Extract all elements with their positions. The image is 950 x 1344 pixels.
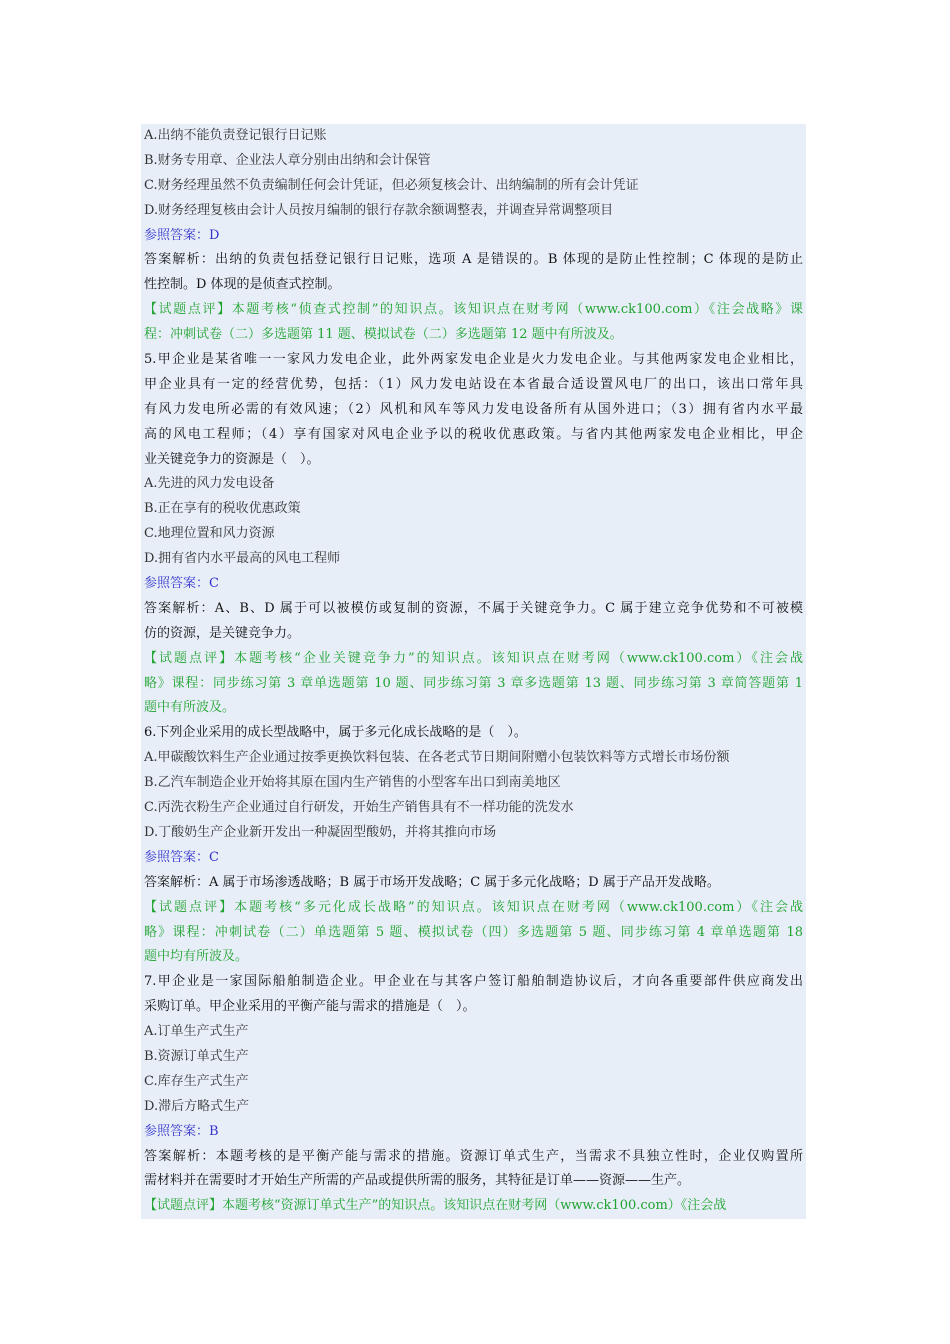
- question-line: 业关键竞争力的资源是（ ）。: [144, 451, 320, 467]
- comment-line: 程：冲刺试卷（二）多选题第 11 题、模拟试卷（二）多选题第 12 题中有所波及。: [144, 327, 623, 343]
- comment-line: 【试题点评】本题考核“多元化成长战略”的知识点。该知识点在财考网（www.ck100.com）《注会战: [144, 899, 803, 915]
- answer-line: 参照答案：D: [144, 227, 220, 243]
- option-line: A.订单生产式生产: [144, 1024, 249, 1040]
- explanation-line: 答案解析：出纳的负责包括登记银行日记账，选项 A 是错误的。B 体现的是防止性控制；C 体现的是防止: [144, 252, 803, 268]
- explanation-line: 仿的资源，是关键竞争力。: [144, 625, 301, 641]
- comment-line: 【试题点评】本题考核“侦查式控制”的知识点。该知识点在财考网（www.ck100.com）《注会战略》课: [144, 302, 803, 318]
- option-line: B.财务专用章、企业法人章分别由出纳和会计保管: [144, 152, 431, 168]
- question-line: 甲企业具有一定的经营优势，包括：（1）风力发电站设在本省最合适设置风电厂的出口，该出口常年具: [144, 376, 803, 392]
- explanation-line: 答案解析：本题考核的是平衡产能与需求的措施。资源订单式生产，当需求不具独立性时，企业仅购置所: [144, 1148, 803, 1164]
- explanation-line: 答案解析：A、B、D 属于可以被模仿或复制的资源，不属于关键竞争力。C 属于建立竞争优势和不可被模: [144, 600, 803, 616]
- question-line: 高的风电工程师；（4）享有国家对风电企业予以的税收优惠政策。与省内其他两家发电企业相比，甲企: [144, 426, 803, 442]
- option-line: D.拥有省内水平最高的风电工程师: [144, 551, 341, 567]
- option-line: C.财务经理虽然不负责编制任何会计凭证，但必须复核会计、出纳编制的所有会计凭证: [144, 177, 639, 193]
- comment-line: 题中均有所波及。: [144, 949, 249, 965]
- option-line: A.先进的风力发电设备: [144, 476, 275, 492]
- option-line: D.滞后方略式生产: [144, 1098, 250, 1114]
- answer-line: 参照答案：C: [144, 576, 219, 592]
- question-line: 5.甲企业是某省唯一一家风力发电企业，此外两家发电企业是火力发电企业。与其他两家发电企业相比，: [144, 352, 803, 368]
- question-line: 有风力发电所必需的有效风速；（2）风机和风车等风力发电设备所有从国外进口；（3）拥有省内水平最: [144, 401, 803, 417]
- question-line: 采购订单。甲企业采用的平衡产能与需求的措施是（ ）。: [144, 999, 476, 1015]
- option-line: C.库存生产式生产: [144, 1073, 249, 1089]
- comment-line: 略》课程：同步练习第 3 章单选题第 10 题、同步练习第 3 章多选题第 13 题、同步练习第 3 章简答题第 1: [144, 675, 803, 691]
- answer-line: 参照答案：C: [144, 849, 219, 865]
- option-line: C.地理位置和风力资源: [144, 526, 275, 542]
- option-line: D.丁酸奶生产企业新开发出一种凝固型酸奶，并将其推向市场: [144, 824, 497, 840]
- option-line: A.出纳不能负责登记银行日记账: [144, 128, 327, 143]
- comment-line: 略》课程：冲刺试卷（二）单选题第 5 题、模拟试卷（四）多选题第 5 题、同步练习第 4 章单选题第 18: [144, 924, 803, 940]
- explanation-line: 需材料并在需要时才开始生产所需的产品或提供所需的服务，其特征是订单——资源——生产。: [144, 1173, 691, 1189]
- option-line: B.资源订单式生产: [144, 1048, 249, 1064]
- question-line: 6.下列企业采用的成长型战略中，属于多元化成长战略的是（ ）。: [144, 725, 527, 741]
- comment-line: 【试题点评】本题考核“资源订单式生产”的知识点。该知识点在财考网（www.ck100.com）《注会战: [144, 1198, 727, 1214]
- answer-line: 参照答案：B: [144, 1123, 219, 1139]
- explanation-line: 答案解析：A 属于市场渗透战略；B 属于市场开发战略；C 属于多元化战略；D 属于产品开发战略。: [144, 874, 720, 890]
- question-line: 7.甲企业是一家国际船舶制造企业。甲企业在与其客户签订船舶制造协议后，才向各重要部件供应商发出: [144, 974, 803, 990]
- option-line: C.丙洗衣粉生产企业通过自行研发，开始生产销售具有不一样功能的洗发水: [144, 800, 574, 816]
- option-line: B.正在享有的税收优惠政策: [144, 501, 301, 517]
- comment-line: 【试题点评】本题考核“企业关键竞争力”的知识点。该知识点在财考网（www.ck100.com）《注会战: [144, 650, 803, 666]
- comment-line: 题中有所波及。: [144, 700, 236, 716]
- option-line: B.乙汽车制造企业开始将其原在国内生产销售的小型客车出口到南美地区: [144, 775, 561, 791]
- question-block: [141, 124, 806, 1219]
- explanation-line: 性控制。D 体现的是侦查式控制。: [144, 277, 341, 293]
- option-line: A.甲碳酸饮料生产企业通过按季更换饮料包装、在各老式节日期间附赠小包装饮料等方式增长市场份额: [144, 750, 730, 766]
- option-line: D.财务经理复核由会计人员按月编制的银行存款余额调整表，并调查异常调整项目: [144, 202, 614, 218]
